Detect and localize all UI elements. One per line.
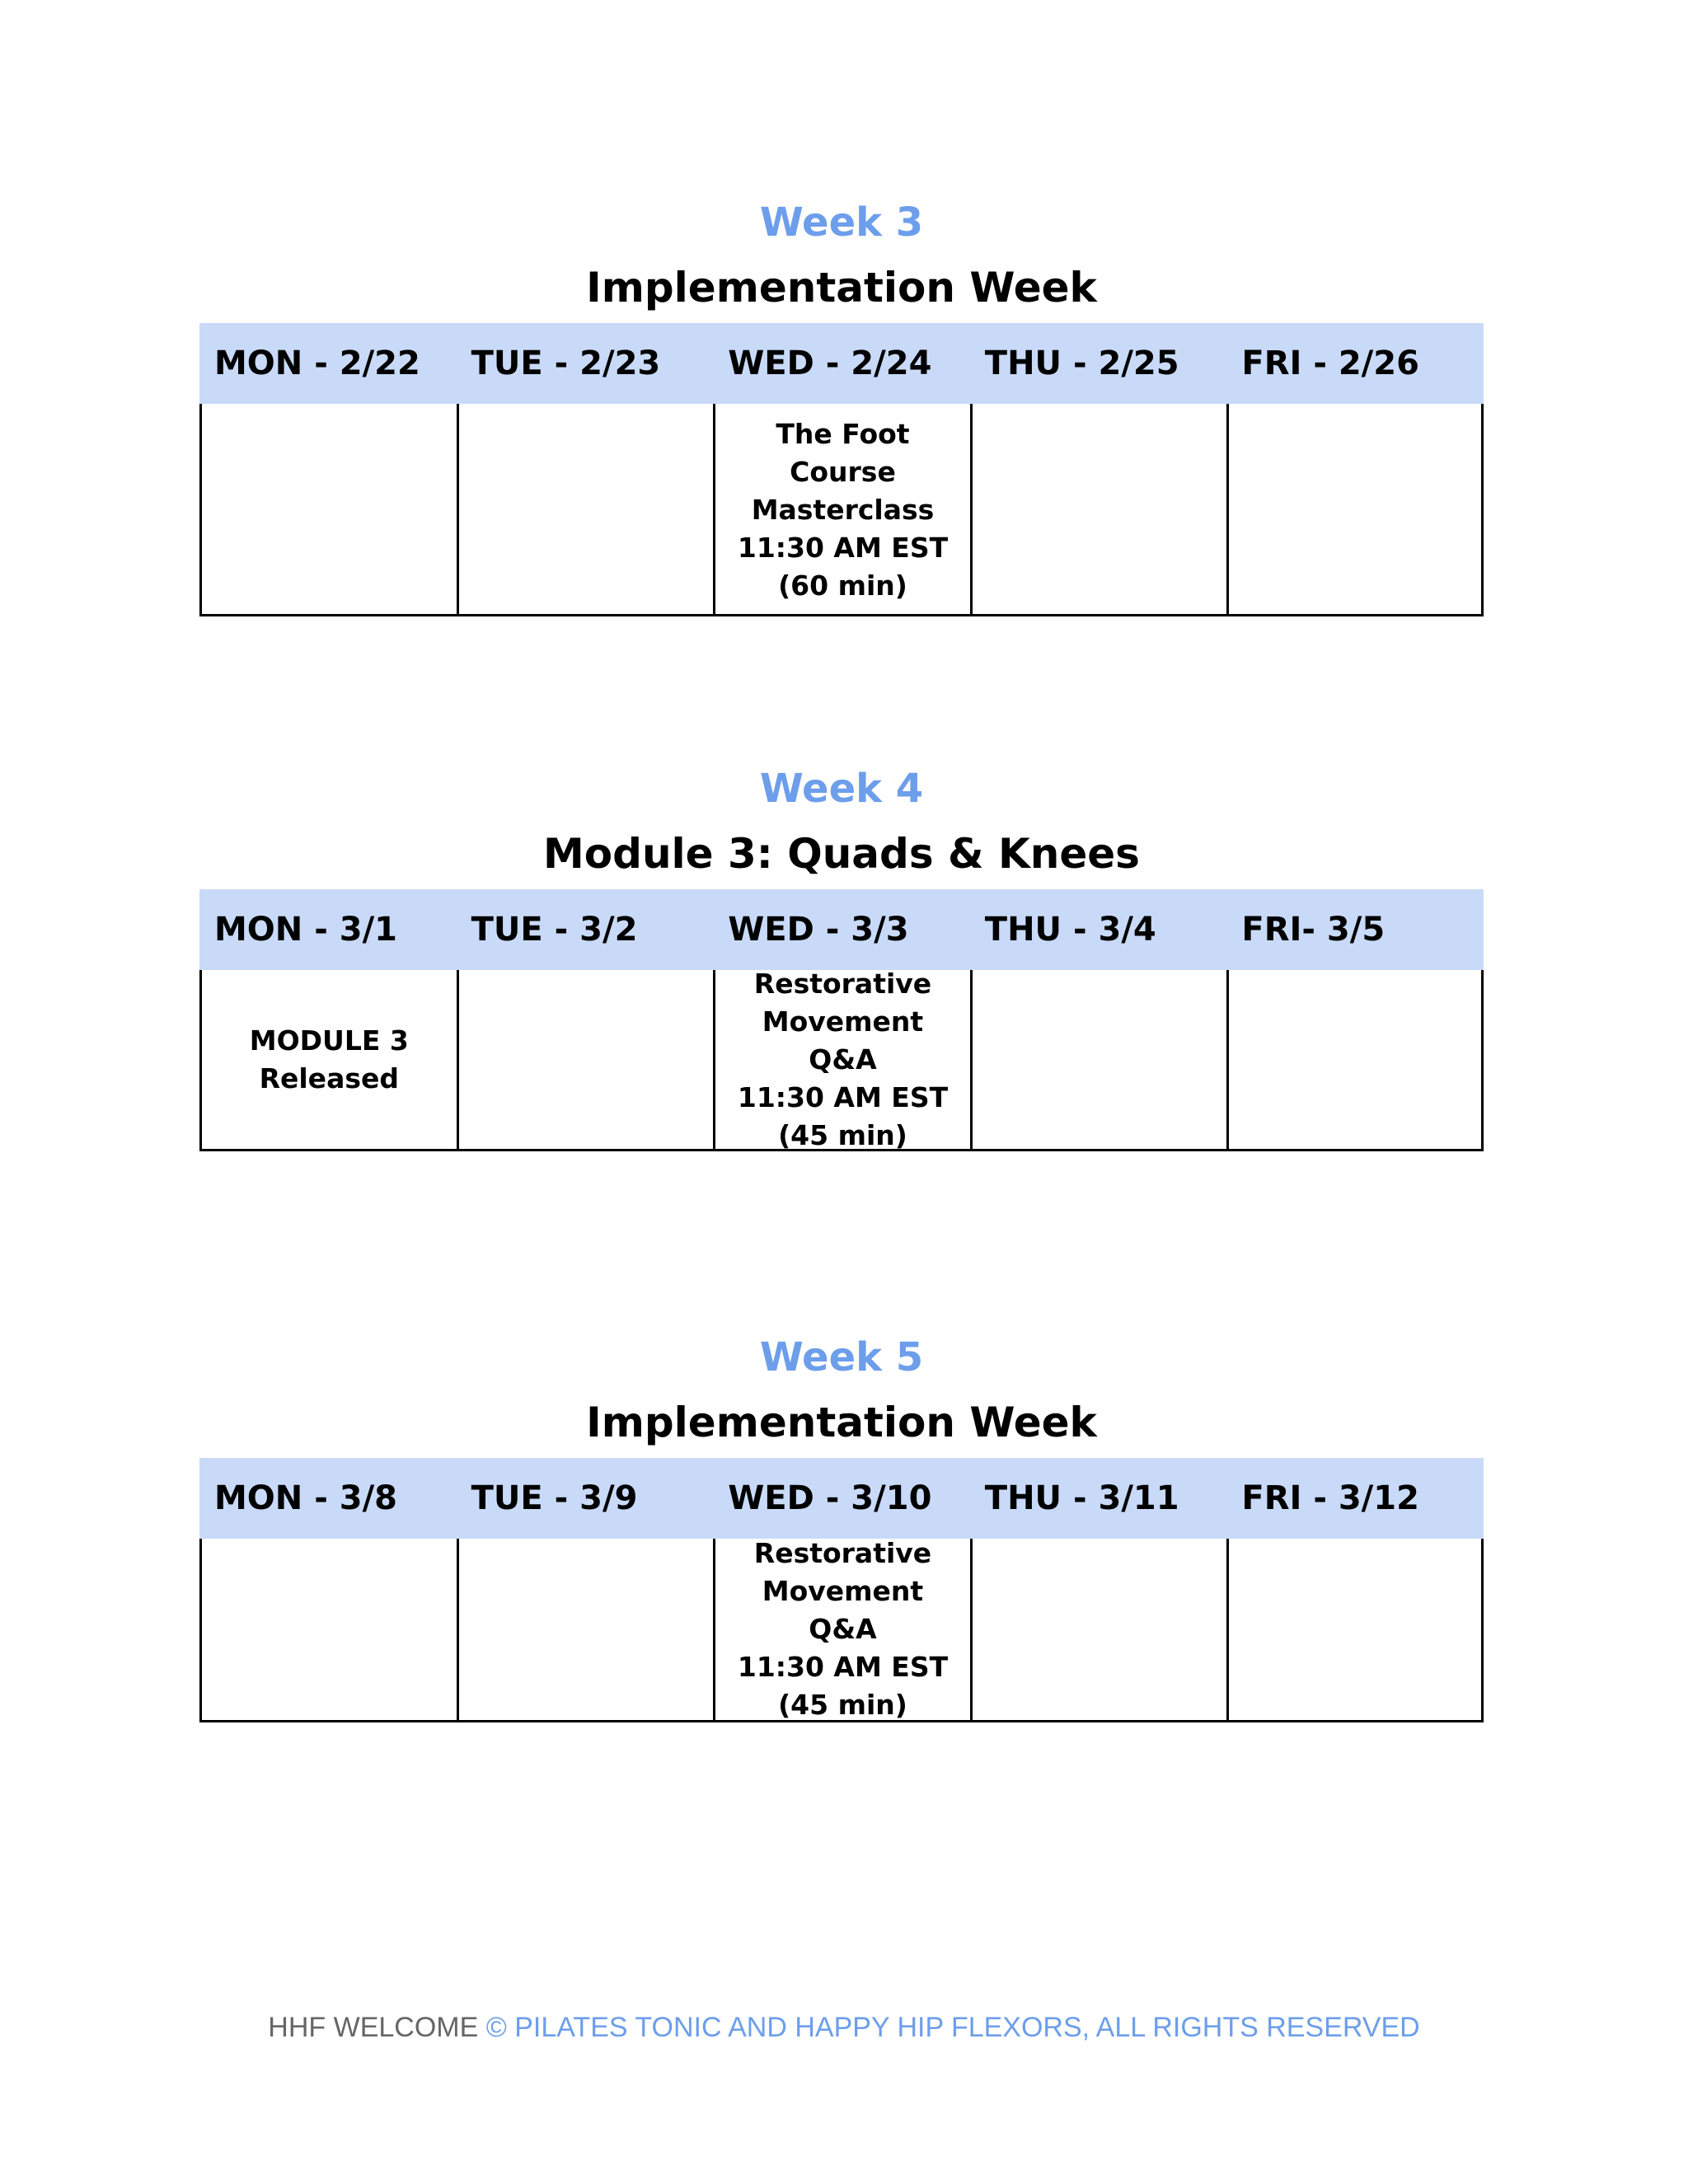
event-line: 11:30 AM EST	[737, 532, 949, 564]
day-header-mon: MON - 3/8	[199, 1458, 457, 1539]
event-line: 11:30 AM EST	[737, 1651, 949, 1683]
event-line: Released	[259, 1062, 399, 1094]
week-label: Week 4	[759, 766, 924, 812]
schedule-table	[199, 1458, 1484, 1722]
week-3-section	[199, 198, 1484, 616]
week-title: Module 3: Quads & Knees	[543, 830, 1140, 878]
day-cell-fri	[1226, 970, 1484, 1151]
day-cell-mon	[199, 970, 457, 1151]
event-line: (45 min)	[778, 1689, 907, 1721]
event-line: (60 min)	[778, 569, 907, 602]
week-5-section	[199, 1333, 1484, 1722]
event-line: MODULE 3	[249, 1024, 409, 1057]
footer-prefix: HHF WELCOME	[268, 2012, 486, 2043]
day-cell-tue	[457, 970, 714, 1151]
day-cell-tue	[457, 404, 714, 616]
event-text	[724, 1535, 962, 1724]
day-header-fri: FRI - 2/26	[1226, 323, 1484, 404]
schedule-table	[199, 323, 1484, 616]
event-text	[724, 965, 962, 1155]
day-cell-wed	[713, 404, 970, 616]
week-label: Week 5	[759, 1334, 924, 1380]
day-cell-wed	[713, 967, 970, 1151]
day-header-tue: TUE - 3/9	[457, 1458, 714, 1539]
footer-copyright: © PILATES TONIC AND HAPPY HIP FLEXORS, ALL RIGHTS RESERVED	[485, 2012, 1420, 2043]
day-header-thu: THU - 3/4	[970, 889, 1227, 970]
event-line: Masterclass	[751, 494, 935, 526]
week-title: Implementation Week	[586, 1399, 1097, 1446]
week-4-section	[199, 764, 1484, 1151]
day-header-tue: TUE - 3/2	[457, 889, 714, 970]
footer	[0, 2011, 1688, 2044]
day-header-wed: WED - 2/24	[713, 323, 970, 404]
day-cell-fri	[1226, 404, 1484, 616]
event-line: Movement Q&A	[762, 1005, 924, 1076]
day-cell-thu	[970, 1539, 1227, 1722]
day-cell-wed	[713, 1539, 970, 1722]
day-header-mon: MON - 3/1	[199, 889, 457, 970]
day-cell-thu	[970, 404, 1227, 616]
day-header-tue: TUE - 2/23	[457, 323, 714, 404]
event-line: (45 min)	[778, 1118, 907, 1151]
day-header-thu: THU - 2/25	[970, 323, 1227, 404]
day-cell-mon	[199, 404, 457, 616]
day-cell-fri	[1226, 1539, 1484, 1722]
event-line: The Foot Course	[776, 418, 910, 488]
day-header-thu: THU - 3/11	[970, 1458, 1227, 1539]
day-header-fri: FRI- 3/5	[1226, 889, 1484, 970]
event-line: Restorative	[753, 1537, 932, 1569]
day-cell-mon	[199, 1539, 457, 1722]
day-header-wed: WED - 3/10	[713, 1458, 970, 1539]
event-line: Restorative	[753, 967, 932, 1000]
day-cell-thu	[970, 970, 1227, 1151]
schedule-table	[199, 889, 1484, 1151]
day-header-mon: MON - 2/22	[199, 323, 457, 404]
event-line: Movement Q&A	[762, 1575, 924, 1645]
day-cell-tue	[457, 1539, 714, 1722]
event-text	[250, 1022, 409, 1098]
event-line: 11:30 AM EST	[737, 1080, 949, 1113]
day-header-wed: WED - 3/3	[713, 889, 970, 970]
week-label: Week 3	[759, 199, 924, 246]
day-header-fri: FRI - 3/12	[1226, 1458, 1484, 1539]
week-title: Implementation Week	[586, 264, 1097, 312]
event-text	[724, 415, 962, 605]
